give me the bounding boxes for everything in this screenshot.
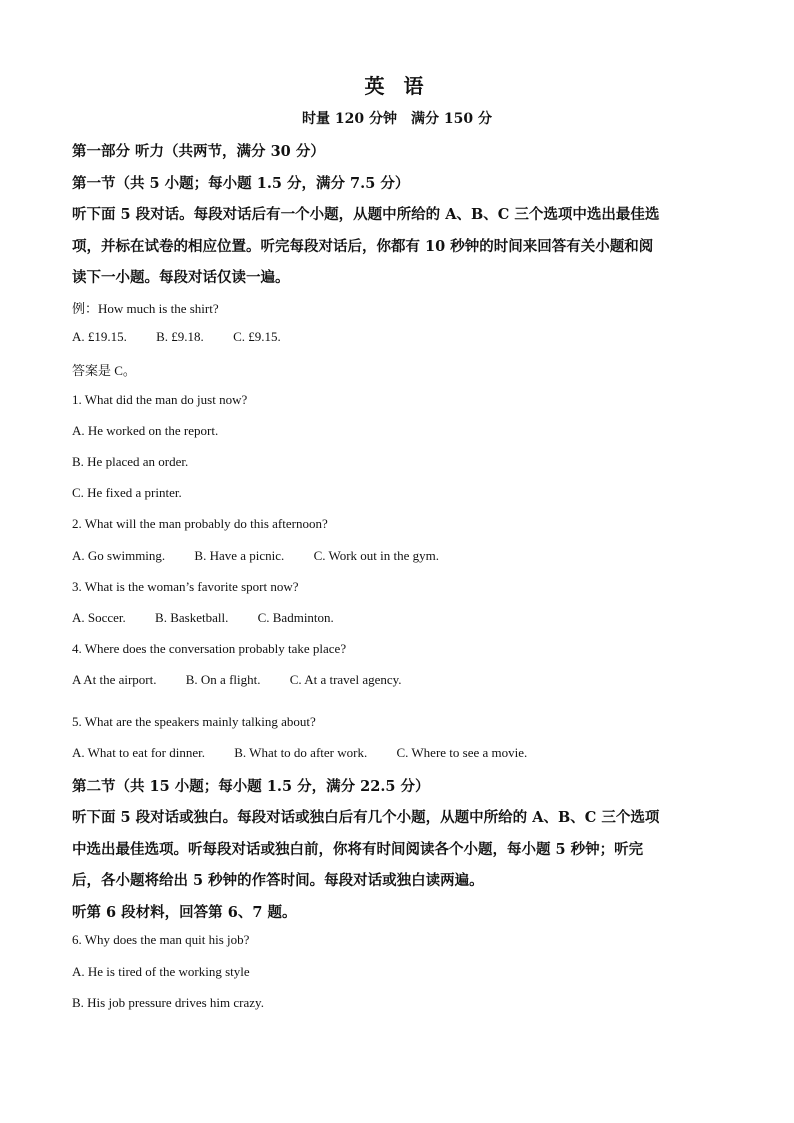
example-question: 例：How much is the shirt? [72, 301, 219, 316]
exam-time-score: 时量 120 分钟 满分 150 分 [302, 111, 492, 127]
question-3-options [72, 610, 334, 626]
question-6: 6. Why does the man quit his job? [72, 932, 250, 947]
question-5-options [72, 745, 527, 761]
question-4-option-a: A At the airport. [72, 672, 157, 687]
question-1: 1. What did the man do just now? [72, 392, 248, 407]
question-5-option-b: B. What to do after work. [234, 745, 368, 760]
question-4-option-c: C. At a travel agency. [289, 672, 402, 687]
section1-instruction-line: 项，并标在试卷的相应位置。听完每段对话后，你都有 10 秒钟的时间来回答有关小题和阅 [72, 238, 654, 255]
question-2-options [72, 548, 439, 564]
example-options [72, 329, 281, 345]
question-5-option-a: A. What to eat for dinner. [72, 745, 205, 760]
question-6-option-b: B. His job pressure drives him crazy. [72, 995, 264, 1010]
example-option-a: A. £19.15. [72, 329, 127, 344]
material-note: 听第 6 段材料，回答第 6、7 题。 [72, 904, 297, 921]
question-5-option-c: C. Where to see a movie. [396, 745, 528, 760]
question-2-option-b: B. Have a picnic. [194, 548, 285, 563]
section1-instruction-line: 听下面 5 段对话。每段对话后有一个小题，从题中所给的 A、B、C 三个选项中选出最佳选 [72, 206, 660, 223]
question-3: 3. What is the woman’s favorite sport now? [72, 579, 299, 594]
question-4: 4. Where does the conversation probably take place? [72, 641, 347, 656]
example-option-c: C. £9.15. [233, 329, 281, 344]
question-1-option-c: C. He fixed a printer. [72, 485, 182, 500]
question-5: 5. What are the speakers mainly talking about? [72, 714, 316, 729]
section2-instruction-line: 后，各小题将给出 5 秒钟的作答时间。每段对话或独白读两遍。 [72, 872, 484, 889]
section1-instruction-line: 读下一小题。每段对话仅读一遍。 [72, 269, 290, 286]
question-1-option-a: A. He worked on the report. [72, 423, 219, 438]
question-3-option-a: A. Soccer. [72, 610, 126, 625]
section2-heading: 第二节（共 15 小题；每小题 1.5 分，满分 22.5 分） [72, 778, 430, 795]
section2-instruction-line: 听下面 5 段对话或独白。每段对话或独白后有几个小题，从题中所给的 A、B、C 三个选项 [72, 809, 660, 826]
question-4-options [72, 672, 402, 688]
question-4-option-b: B. On a flight. [185, 672, 261, 687]
question-2-option-a: A. Go swimming. [72, 548, 166, 563]
question-1-option-b: B. He placed an order. [72, 454, 189, 469]
example-option-b: B. £9.18. [156, 329, 204, 344]
example-answer: 答案是 C。 [72, 363, 136, 378]
part1-heading: 第一部分 听力（共两节，满分 30 分） [72, 143, 325, 160]
section2-instruction-line: 中选出最佳选项。听每段对话或独白前，你将有时间阅读各个小题，每小题 5 秒钟；听完 [72, 841, 644, 858]
question-2-option-c: C. Work out in the gym. [313, 548, 440, 563]
section1-heading: 第一节（共 5 小题；每小题 1.5 分，满分 7.5 分） [72, 175, 410, 192]
question-3-option-b: B. Basketball. [155, 610, 229, 625]
question-6-option-a: A. He is tired of the working style [72, 964, 250, 979]
page-title: 英 语 [364, 74, 430, 98]
question-3-option-c: C. Badminton. [257, 610, 334, 625]
question-2: 2. What will the man probably do this afternoon? [72, 516, 328, 531]
